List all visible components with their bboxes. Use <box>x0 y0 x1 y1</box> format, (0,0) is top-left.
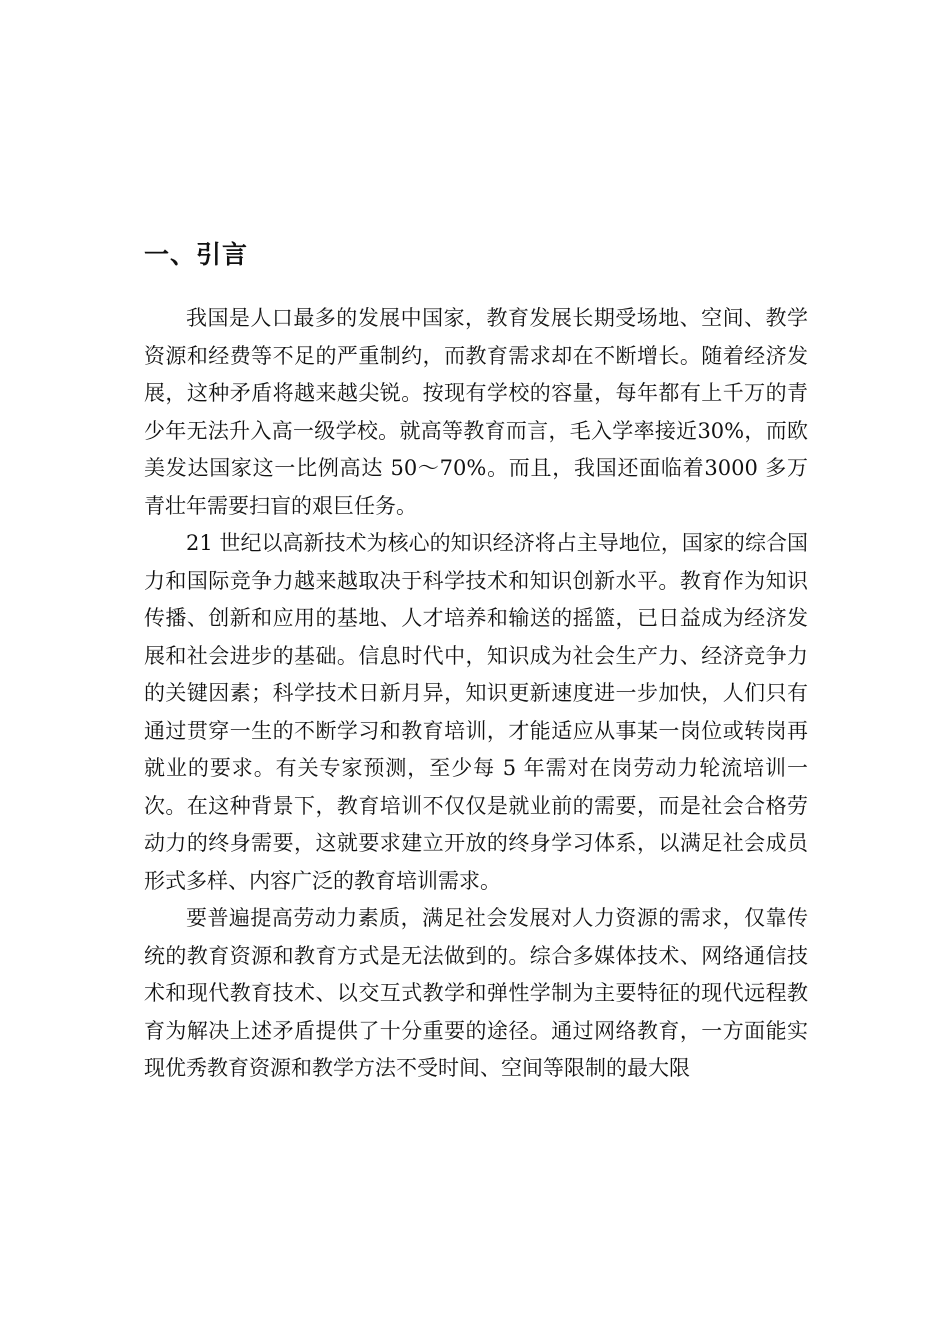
paragraph-2: 21 世纪以高新技术为核心的知识经济将占主导地位，国家的综合国力和国际竞争力越来越取决于科学技术和知识创新水平。教育作为知识传播、创新和应用的基地、人才培养和输送的摇篮，已日益成为经济发展和社会进步的基础。信息时代中，知识成为社会生产力、经济竞争力的关键因素；科学技术日新月异，知识更新速度进一步加快，人们只有通过贯穿一生的不断学习和教育培训，才能适应从事某一岗位或转岗再就业的要求。有关专家预测，至少每 5 年需对在岗劳动力轮流培训一次。在这种背景下，教育培训不仅仅是就业前的需要，而是社会合格劳动力的终身需要，这就要求建立开放的终身学习体系，以满足社会成员形式多样、内容广泛的教育培训需求。 <box>144 531 808 893</box>
paragraph-1: 我国是人口最多的发展中国家，教育发展长期受场地、空间、教学资源和经费等不足的严重制约，而教育需求却在不断增长。随着经济发展，这种矛盾将越来越尖锐。按现有学校的容量，每年都有上千万的青少年无法升入高一级学校。就高等教育而言，毛入学率接近30%，而欧美发达国家这一比例高达 50～70%。而且，我国还面临着3000 多万青壮年需要扫盲的艰巨任务。 <box>144 306 808 518</box>
paragraph-3: 要普遍提高劳动力素质，满足社会发展对人力资源的需求，仅靠传统的教育资源和教育方式是无法做到的。综合多媒体技术、网络通信技术和现代教育技术、以交互式教学和弹性学制为主要特征的现代远程教育为解决上述矛盾提供了十分重要的途径。通过网络教育，一方面能实现优秀教育资源和教学方法不受时间、空间等限制的最大限 <box>144 906 808 1080</box>
section-body <box>144 300 808 1088</box>
section-heading: 一、引言 <box>144 240 249 269</box>
